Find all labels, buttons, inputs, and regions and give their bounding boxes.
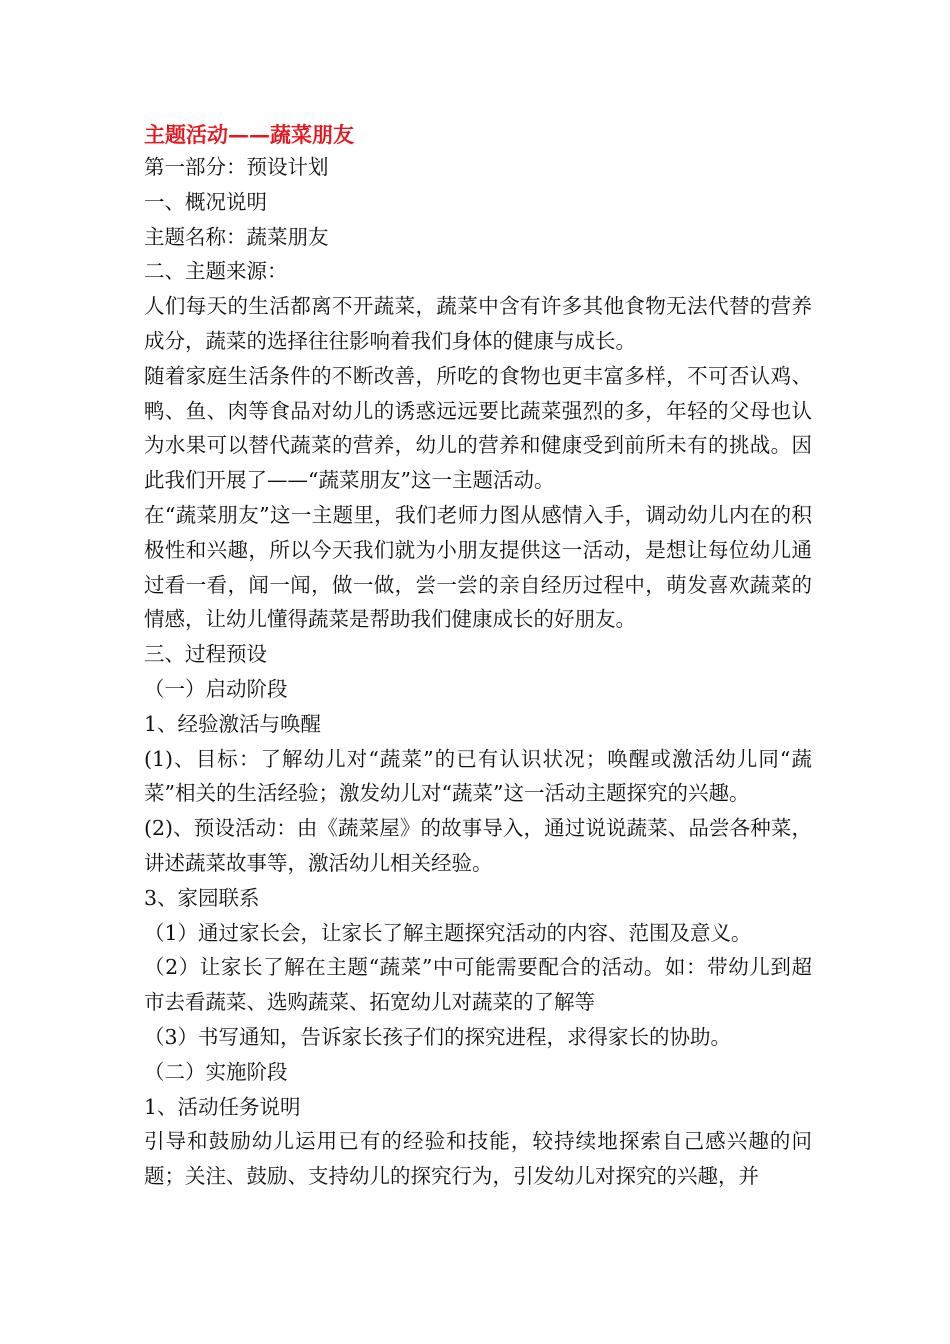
subsection-heading-start: （一）启动阶段	[144, 676, 288, 701]
list-item-cooperation: （2）让家长了解在主题“蔬菜”中可能需要配合的活动。如：带幼儿到超市去看蔬菜、选购蔬菜、拓宽幼儿对蔬菜的了解等	[144, 955, 812, 1015]
document-title: 主题活动——蔬菜朋友	[144, 122, 354, 147]
paragraph-goal: (1)、目标：了解幼儿对“蔬菜”的已有认识状况；唤醒或激活幼儿同“蔬菜”相关的生活经验；激发幼儿对“蔬菜”这一活动主题探究的兴趣。	[144, 746, 812, 806]
paragraph-task: 引导和鼓励幼儿运用已有的经验和技能，较持续地探索自己感兴趣的问题；关注、鼓励、支持幼儿的探究行为，引发幼儿对探究的兴趣，并	[144, 1129, 812, 1189]
part-heading: 第一部分：预设计划	[144, 155, 329, 179]
paragraph-preset-activity: (2)、预设活动：由《蔬菜屋》的故事导入，通过说说蔬菜、品尝各种菜，讲述蔬菜故事等，激活幼儿相关经验。	[144, 816, 812, 875]
item-heading-experience: 1、经验激活与唤醒	[144, 711, 322, 736]
section-heading-process: 三、过程预设	[144, 642, 267, 667]
subsection-heading-implementation: （二）实施阶段	[144, 1059, 288, 1084]
paragraph-source-2: 随着家庭生活条件的不断改善，所吃的食物也更丰富多样，不可否认鸡、鸭、鱼、肉等食品对幼儿的诱惑远远要比蔬菜强烈的多，年轻的父母也认为水果可以替代蔬菜的营养，幼儿的营养和健康受到前所未有的挑战。因此我们开展了——“蔬菜朋友”这一主题活动。	[144, 363, 812, 493]
item-heading-task: 1、活动任务说明	[144, 1094, 301, 1119]
document-page	[144, 120, 812, 1194]
item-heading-home-school: 3、家园联系	[144, 885, 260, 910]
theme-name-line: 主题名称：蔬菜朋友	[144, 224, 329, 249]
paragraph-source-3: 在“蔬菜朋友”这一主题里，我们老师力图从感情入手，调动幼儿内在的积极性和兴趣，所以今天我们就为小朋友提供这一活动，是想让每位幼儿通过看一看，闻一闻，做一做，尝一尝的亲自经历过程中，萌发喜欢蔬菜的情感，让幼儿懂得蔬菜是帮助我们健康成长的好朋友。	[144, 502, 812, 632]
section-heading-source: 二、主题来源：	[144, 259, 288, 284]
paragraph-source-1: 人们每天的生活都离不开蔬菜，蔬菜中含有许多其他食物无法代替的营养成分，蔬菜的选择往往影响着我们身体的健康与成长。	[144, 294, 812, 353]
list-item-parent-meeting: （1）通过家长会，让家长了解主题探究活动的内容、范围及意义。	[144, 920, 752, 945]
list-item-notice: （3）书写通知，告诉家长孩子们的探究进程，求得家长的协助。	[144, 1024, 732, 1049]
section-heading-overview: 一、概况说明	[144, 189, 267, 214]
